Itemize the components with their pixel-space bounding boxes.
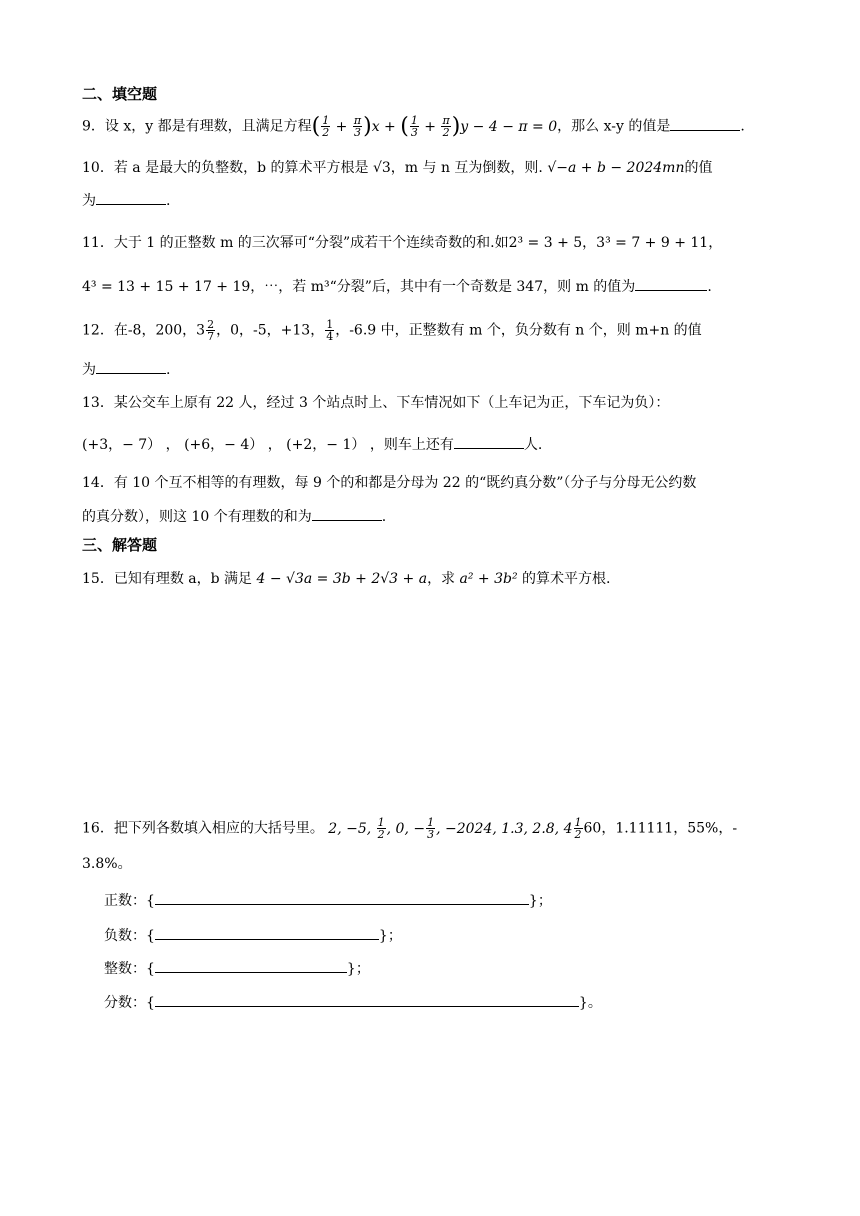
question-16-line-2: 3.8%。 <box>82 856 132 872</box>
q9-equation: ( $\frac{1}{2}$ + $\frac{\pi}{3}$ )x + ( $\frac{1}{3}$ + $\frac{\pi}{2}$ )y − 4 − π = 0 <box>311 113 558 139</box>
question-9: 9．设 x，y 都是有理数，且满足方程( $\frac{1}{2}$ + $\frac{\pi}{3}$ )x + ( $\frac{1}{3}$ + $\frac{\pi}{2}$ )y − 4 − π = 0，那么 x-y 的值是 . <box>82 113 745 139</box>
question-14-line-2: 的真分数），则这 10 个有理数的和为 . <box>82 506 386 527</box>
category-negative: 负数：{ }； <box>104 925 402 946</box>
question-16: 16．把下列各数填入相应的大括号里。 2, −5, $\frac{1}{2}$ , 0, − $\frac{1}{3}$ , −2024, 1.3, 2.8, 4 $\frac{1}{2}$ 60，1.11111，55%，- <box>82 816 738 841</box>
q9-answer-blank[interactable] <box>670 116 740 131</box>
question-12-line-2: 为 . <box>82 359 170 380</box>
question-10: 10．若 a 是最大的负整数，b 的算术平方根是 √3，m 与 n 互为倒数，则. √−a + b − 2024mn的值 <box>82 160 713 176</box>
q12-answer-blank[interactable] <box>96 359 166 374</box>
q14-answer-blank[interactable] <box>312 506 382 521</box>
category-positive: 正数：{ }； <box>104 890 552 911</box>
q10-number: 10． <box>82 160 114 176</box>
q16-number: 16． <box>82 820 114 837</box>
q11-answer-blank[interactable] <box>635 276 707 291</box>
question-11: 11．大于 1 的正整数 m 的三次幂可“分裂”成若干个连续奇数的和.如2³ = 3 + 5，3³ = 7 + 9 + 11， <box>82 235 723 251</box>
q9-text: 设 x，y 都是有理数，且满足方程 <box>104 118 312 135</box>
q9-number: 9． <box>82 118 105 135</box>
q15-number: 15． <box>82 571 114 587</box>
q14-number: 14． <box>82 475 114 491</box>
q13-number: 13． <box>82 395 114 411</box>
question-10-line-2: 为 . <box>82 190 170 211</box>
q11-number: 11． <box>82 235 114 251</box>
category-fraction: 分数：{ }。 <box>104 992 602 1013</box>
section-3-heading: 三、解答题 <box>82 536 158 554</box>
question-12: 12．在-8，200，3 $\frac{2}{7}$ ，0，-5，+13， $\frac{1}{4}$ ，-6.9 中，正整数有 m 个，负分数有 n 个，则 m+n 的值 <box>82 318 702 343</box>
q12-number: 12． <box>82 322 114 339</box>
integer-answer-blank[interactable] <box>155 958 347 973</box>
question-13: 13．某公交车上原有 22 人，经过 3 个站点时上、下车情况如下（上车记为正，下车记为负）： <box>82 395 670 411</box>
section-2-heading: 二、填空题 <box>82 85 158 103</box>
question-13-line-2: (+3，− 7） ， (+6，− 4） ， (+2，− 1） ，则车上还有 人. <box>82 434 542 455</box>
category-integer: 整数：{ }； <box>104 958 370 979</box>
fraction-answer-blank[interactable] <box>155 992 579 1007</box>
positive-answer-blank[interactable] <box>155 890 529 905</box>
question-15: 15．已知有理数 a，b 满足 4 − √3a = 3b + 2√3 + a，求 a² + 3b² 的算术平方根. <box>82 571 611 587</box>
question-11-line-2: 4³ = 13 + 15 + 17 + 19，⋯，若 m³“分裂”后，其中有一个奇数是 347，则 m 的值为 . <box>82 276 712 297</box>
question-14: 14．有 10 个互不相等的有理数，每 9 个的和都是分母为 22 的“既约真分数”（分子与分母无公约数 <box>82 475 697 491</box>
q13-answer-blank[interactable] <box>454 434 524 449</box>
q10-answer-blank[interactable] <box>96 190 166 205</box>
negative-answer-blank[interactable] <box>155 925 379 940</box>
